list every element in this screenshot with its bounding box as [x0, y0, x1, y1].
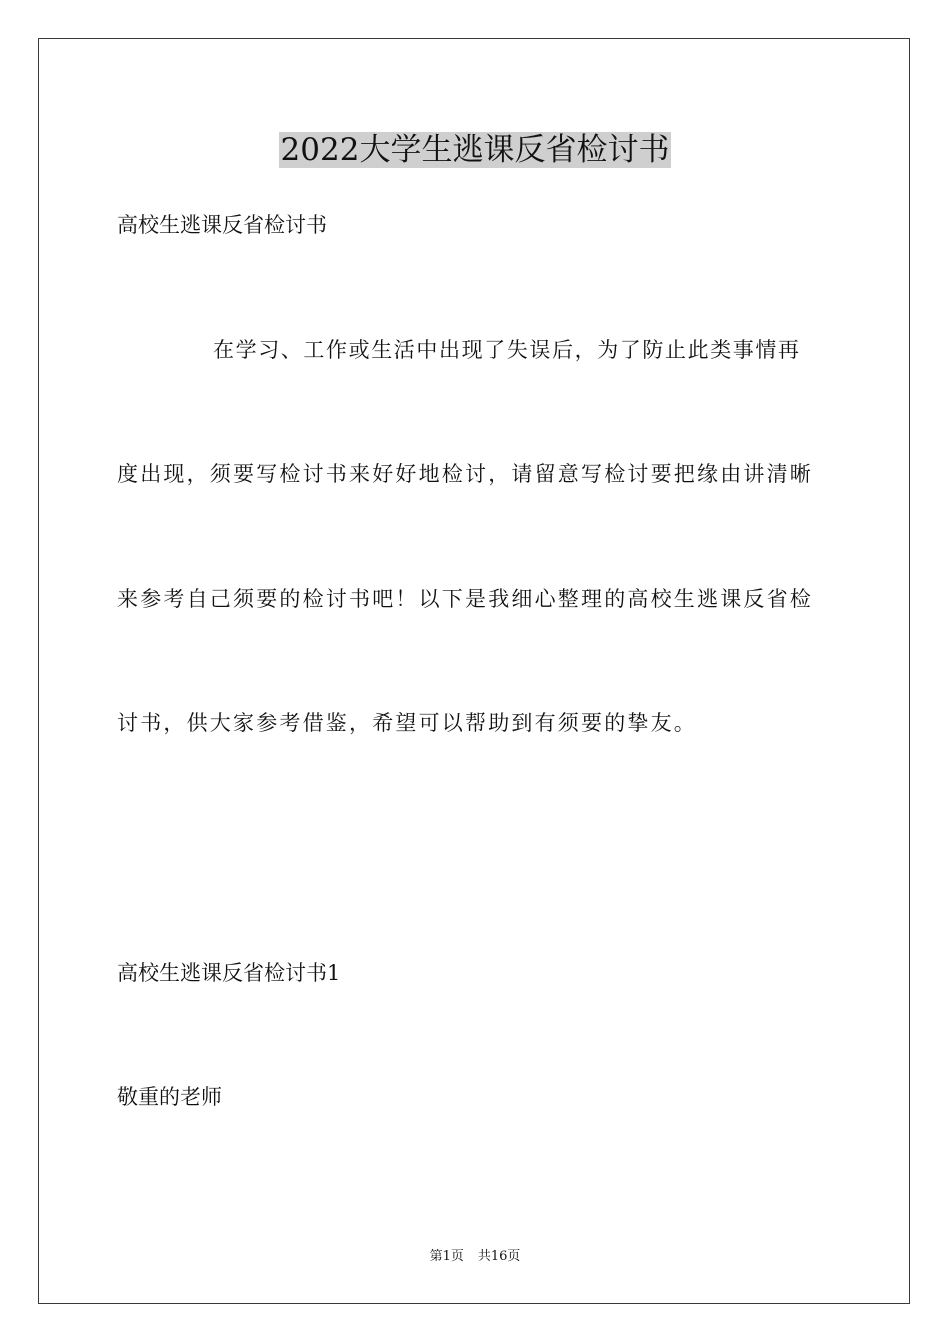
page-number: 第1页 [429, 1249, 464, 1264]
page-total: 共16页 [477, 1249, 521, 1264]
paragraph-line: 在学习、工作或生活中出现了失误后，为了防止此类事情再 [213, 338, 801, 362]
document-title-text: 2022大学生逃课反省检讨书 [280, 132, 670, 168]
paragraph-line: 度出现，须要写检讨书来好好地检讨，请留意写检讨要把缘由讲清晰 [117, 462, 813, 486]
paragraph-line: 讨书，供大家参考借鉴，希望可以帮助到有须要的挚友。 [117, 711, 697, 735]
document-subtitle: 高校生逃课反省检讨书 [117, 213, 327, 237]
document-title [0, 128, 950, 172]
letter-salutation: 敬重的老师 [117, 1085, 222, 1109]
section-heading: 高校生逃课反省检讨书1 [117, 961, 341, 985]
paragraph-line: 来参考自己须要的检讨书吧！以下是我细心整理的高校生逃课反省检 [117, 587, 813, 611]
page-footer [0, 1248, 950, 1266]
